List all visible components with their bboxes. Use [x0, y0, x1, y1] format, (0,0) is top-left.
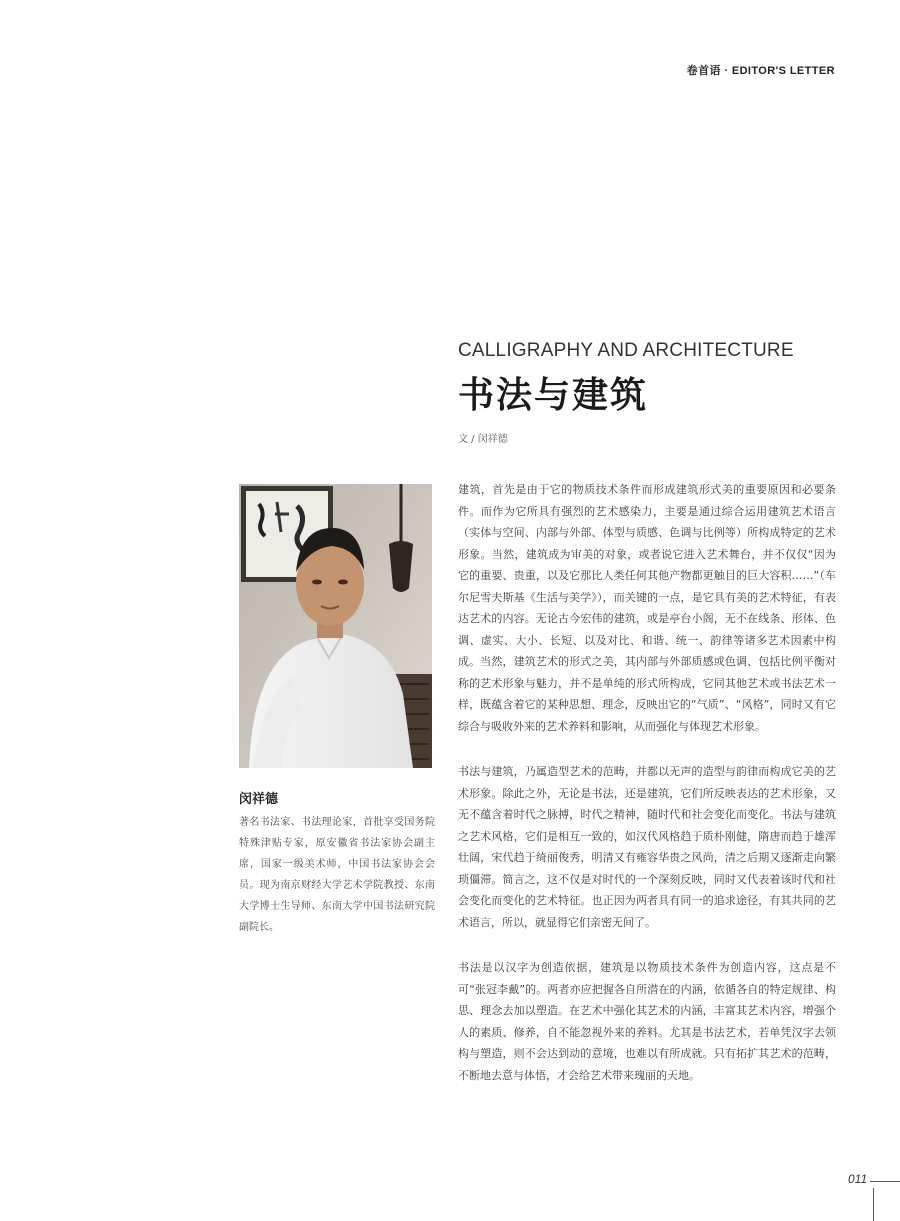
page-corner-rule [870, 1181, 900, 1182]
author-portrait [239, 484, 432, 768]
section-header: 卷首语 · EDITOR'S LETTER [686, 65, 835, 77]
author-bio: 著名书法家、书法理论家，首批享受国务院特殊津贴专家，原安徽省书法家协会副主席，国家一级美术师，中国书法家协会会员。现为南京财经大学艺术学院教授、东南大学博士生导师、东南大学中国书法研究院副院长。 [239, 817, 435, 933]
article-title-english: CALLIGRAPHY AND ARCHITECTURE [458, 340, 794, 361]
page-corner-rule-vertical [873, 1188, 874, 1221]
page-number: 011 [848, 1172, 868, 1186]
body-paragraph: 书法是以汉字为创造依据，建筑是以物质技术条件为创造内容，这点是不可“张冠李戴”的。两者亦应把握各自所潜在的内涵，依循各自的特定规律、构思、理念去加以塑造。在艺术中强化其艺术的内涵，丰富其艺术内容，增强个人的素质、修养，自不能忽视外来的养料。尤其是书法艺术，若单凭汉字去领构与塑造，则不会达到动的意境，也难以有所成就。只有拓扩其艺术的范畴，不断地去意与体悟，才会给艺术带来瑰丽的天地。 [458, 961, 836, 1082]
body-paragraph: 建筑，首先是由于它的物质技术条件而形成建筑形式美的重要原因和必要条件。而作为它所具有强烈的艺术感染力，主要是通过综合运用建筑艺术语言（实体与空间、内部与外部、体型与质感、色调与比例等）所构成特定的艺术形象。当然，建筑成为审美的对象，或者说它进入艺术舞台，并不仅仅“因为它的重要、贵重，以及它那比人类任何其他产物都更触目的巨大容积……”（车尔尼雪夫斯基《生活与美学》），而关键的一点，是它具有美的艺术特征，有表达艺术的内容。无论古今宏伟的建筑，或是亭台小阁，无不在线条、形体、色调、虚实、大小、长短、以及对比、和谐、统一、韵律等诸多艺术因素中构成。当然，建筑艺术的形式之美，其内部与外部质感或色调、包括比例平衡对称的艺术形象与魅力，并不是单纯的形式所构成，它同其他艺术或书法艺术一样，既蕴含着它的某种思想、理念，反映出它的“气质”、“风格”，同时又有它综合与吸收外来的艺术养料和影响，从而强化与体现艺术形象。 [458, 483, 836, 733]
article-title-chinese: 书法与建筑 [458, 375, 649, 416]
byline: 文 / 闵祥德 [458, 434, 508, 445]
body-paragraph: 书法与建筑，乃属造型艺术的范畴，并都以无声的造型与韵律而构成它美的艺术形象。除此之外，无论是书法，还是建筑，它们所反映表达的艺术形象，又无不蕴含着时代之脉搏，时代之精神，随时代和社会变化而变化。书法与建筑之艺术风格，它们是相互一致的，如汉代风格趋于质朴刚健，隋唐而趋于雄浑壮阔，宋代趋于绮丽俊秀，明清又有雍容华贵之风尚，清之后期又逐渐走向繁琐僵滞。简言之，这不仅是对时代的一个深刻反映，同时又代表着该时代和社会变化而变化的艺术特征。也正因为两者具有同一的追求途径，有其共同的艺术语言，所以，就显得它们亲密无间了。 [458, 765, 836, 929]
article-body [458, 479, 836, 1110]
author-name: 闵祥德 [239, 792, 279, 807]
